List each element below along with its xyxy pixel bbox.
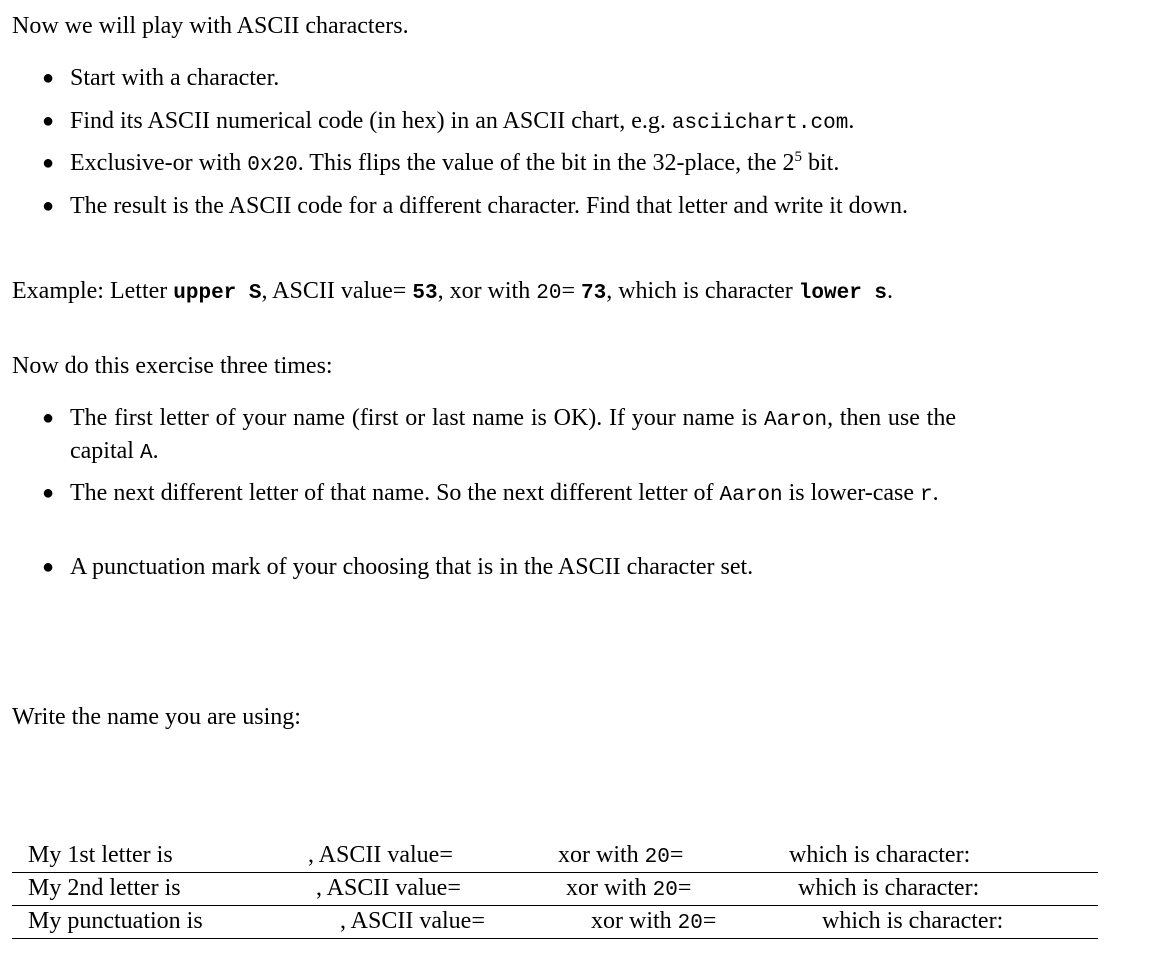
letter-example: r: [920, 484, 933, 507]
step-item: [42, 148, 956, 181]
row-label: My punctuation is: [28, 908, 203, 934]
task-text: The next different letter of that name. So the next different letter of Aaron is lower-case r.: [70, 480, 939, 507]
name-prompt: Write the name you are using:: [12, 704, 301, 730]
ascii-label: , ASCII value=: [308, 842, 453, 868]
example-paragraph: Example: Letter upper S, ASCII value= 53, xor with 20= 73, which is character lower s.: [12, 278, 894, 305]
hex-code: 0x20: [247, 154, 298, 177]
char-label: which is character:: [798, 875, 980, 901]
bullet-icon: ●: [42, 556, 55, 578]
exponent: 5: [794, 149, 802, 165]
task-item: [42, 403, 956, 469]
step-item: [42, 191, 956, 222]
char-label: which is character:: [789, 842, 971, 868]
xor-label: xor with 20=: [591, 908, 717, 935]
xor-label: xor with 20=: [558, 842, 684, 869]
table-row: [12, 840, 1098, 873]
bullet-icon: ●: [42, 482, 55, 504]
bullet-icon: ●: [42, 152, 55, 174]
bullet-icon: ●: [42, 67, 55, 89]
row-label: My 2nd letter is: [28, 875, 181, 901]
step-text: Find its ASCII numerical code (in hex) in an ASCII chart, e.g. asciichart.com.: [70, 108, 855, 135]
step-item: [42, 106, 956, 139]
name-example: Aaron: [719, 484, 783, 507]
table-row: [12, 873, 1098, 906]
task-text: The first letter of your name (first or last name is OK). If your name is Aaron, then use the capital A.: [70, 405, 956, 465]
step-text: Exclusive-or with 0x20. This flips the value of the bit in the 32-place, the $2^5$ bit.: [70, 149, 840, 177]
letter-example: A: [139, 442, 153, 465]
xor-label: xor with 20=: [566, 875, 692, 902]
step-text: Start with a character.: [70, 65, 280, 91]
task-text: A punctuation mark of your choosing that is in the ASCII character set.: [70, 554, 754, 580]
step-item: [42, 63, 956, 94]
exercise-intro: Now do this exercise three times:: [12, 353, 333, 379]
table-row: [12, 906, 1098, 939]
char-label: which is character:: [822, 908, 1004, 934]
name-example: Aaron: [764, 409, 828, 432]
example-result-char: lower s: [798, 282, 888, 305]
website-code: asciichart.com: [671, 112, 849, 135]
bullet-icon: ●: [42, 195, 55, 217]
example-xor: 20: [536, 282, 562, 305]
intro-text: Now we will play with ASCII characters.: [12, 13, 409, 39]
ascii-label: , ASCII value=: [316, 875, 461, 901]
example-result: 73: [581, 282, 607, 305]
example-value: 53: [412, 282, 438, 305]
step-text: The result is the ASCII code for a different character. Find that letter and write it down.: [70, 193, 908, 219]
task-item: [42, 552, 956, 583]
example-letter: upper S: [173, 282, 262, 305]
bullet-icon: ●: [42, 407, 55, 429]
task-item: [42, 478, 956, 511]
bullet-icon: ●: [42, 110, 55, 132]
ascii-label: , ASCII value=: [340, 908, 485, 934]
row-label: My 1st letter is: [28, 842, 173, 868]
